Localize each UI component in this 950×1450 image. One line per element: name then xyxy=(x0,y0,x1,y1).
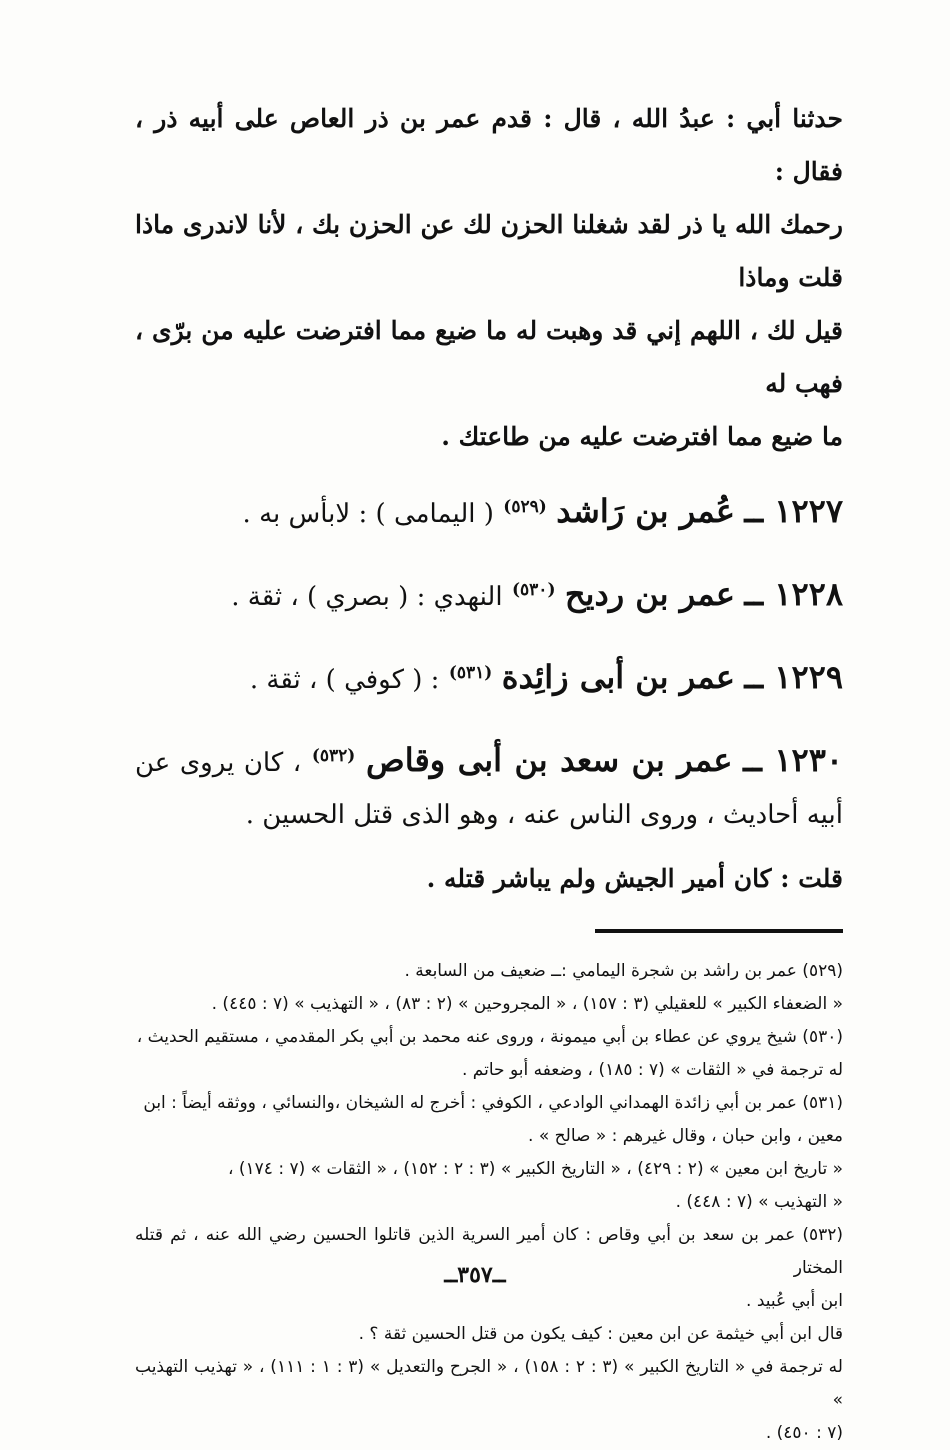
intro-line: ما ضيع مما افترضت عليه من طاعتك . xyxy=(441,422,843,451)
footnote-line: « تاريخ ابن معين » (٢ : ٤٢٩) ، « التاريخ الكبير » (٣ : ٢ : ١٥٢) ، « الثقات » (٧ : ١٧٤) ، xyxy=(228,1159,843,1179)
footnote-line: (٥٢٩) عمر بن راشد بن شجرة اليمامي :ــ ضعيف من السابعة . xyxy=(404,961,843,981)
footnote-divider xyxy=(595,929,843,933)
footnote-ref: (٥٣٢) xyxy=(311,746,356,766)
footnote-ref: (٥٣١) xyxy=(448,663,493,683)
footnote-ref: (٥٣٠) xyxy=(511,580,556,600)
footnote-line: (٥٣٢) عمر بن سعد بن أبي وقاص : كان أمير السرية الذين قاتلوا الحسين رضي الله عنه ، ثم قتله المختار xyxy=(135,1225,843,1278)
entry-1228 xyxy=(135,564,843,623)
footnote-line: (٥٣٠) شيخ يروي عن عطاء بن أبي ميمونة ، وروى عنه محمد بن أبي بكر المقدمي ، مستقيم الحديث ، xyxy=(136,1027,843,1047)
footnote-line: « التهذيب » (٧ : ٤٤٨) . xyxy=(675,1192,843,1212)
entry-name: عمر بن سعد بن أبى وقاص xyxy=(366,741,733,779)
entry-number: ١٢٢٩ ــ xyxy=(744,658,843,696)
entry-text: النهدي : ( بصري ) ، ثقة . xyxy=(231,582,503,612)
page-body xyxy=(135,92,843,1450)
intro-line: قيل لك ، اللهم إني قد وهبت له ما ضيع مما افترضت عليه من برّى ، فهب له xyxy=(135,316,843,398)
footnote-line: له ترجمة في « التاريخ الكبير » (٣ : ٢ : ١٥٨) ، « الجرح والتعديل » (٣ : ١ : ١١١) ، « تهذيب التهذيب » xyxy=(135,1357,843,1410)
footnote-line: (٧ : ٤٥٠) . xyxy=(765,1423,843,1443)
footnote-line: ابن أبي عُبيد . xyxy=(746,1291,843,1311)
entry-name: عُمر بن رَاشد xyxy=(556,492,735,530)
footnote-line: « الضعفاء الكبير » للعقيلي (٣ : ١٥٧) ، « المجروحين » (٢ : ٨٣) ، « التهذيب » (٧ : ٤٤٥) . xyxy=(211,994,843,1014)
footnote-line: (٥٣١) عمر بن أبي زائدة الهمداني الوادعي ، الكوفي : أخرج له الشيخان ،والنسائي ، ووثقه أيضاً : ابن xyxy=(143,1093,843,1113)
entry-number: ١٢٢٧ ــ xyxy=(744,492,843,530)
entry-1227 xyxy=(135,481,843,540)
entry-1229 xyxy=(135,647,843,706)
entry-name: عمر بن رديح xyxy=(564,575,735,613)
entry-number: ١٢٣٠ ــ xyxy=(743,741,844,779)
entry-name: عمر بن أبى زائِدة xyxy=(501,658,735,696)
intro-line: رحمك الله يا ذر لقد شغلنا الحزن لك عن الحزن بك ، لأنا لاندرى ماذا قلت وماذا xyxy=(135,210,843,292)
entry-text: ، كان يروى عن أبيه أحاديث ، وروى الناس عنه ، وهو الذى قتل الحسين . xyxy=(135,748,843,830)
footnote-line: له ترجمة في « الثقات » (٧ : ١٨٥) ، وضعفه أبو حاتم . xyxy=(462,1060,843,1080)
entry-text: : ( كوفي ) ، ثقة . xyxy=(249,665,440,695)
remark: قلت : كان أمير الجيش ولم يباشر قتله . xyxy=(426,864,843,893)
entry-1230 xyxy=(135,730,843,841)
entry-text: ( اليمامى ) : لابأس به . xyxy=(242,499,494,529)
page-number: ــ٣٥٧ــ xyxy=(444,1262,506,1288)
intro-paragraph xyxy=(135,92,843,463)
footnote-line: معين ، وابن حبان ، وقال غيرهم : « صالح » . xyxy=(528,1126,843,1146)
entry-number: ١٢٢٨ ــ xyxy=(744,575,843,613)
intro-line: حدثنا أبي : عبدُ الله ، قال : قدم عمر بن ذر العاص على أبيه ذر ، فقال : xyxy=(135,104,843,186)
footnote-line: قال ابن أبي خيثمة عن ابن معين : كيف يكون من قتل الحسين ثقة ؟ . xyxy=(358,1324,843,1344)
footnote-ref: (٥٢٩) xyxy=(503,497,547,517)
